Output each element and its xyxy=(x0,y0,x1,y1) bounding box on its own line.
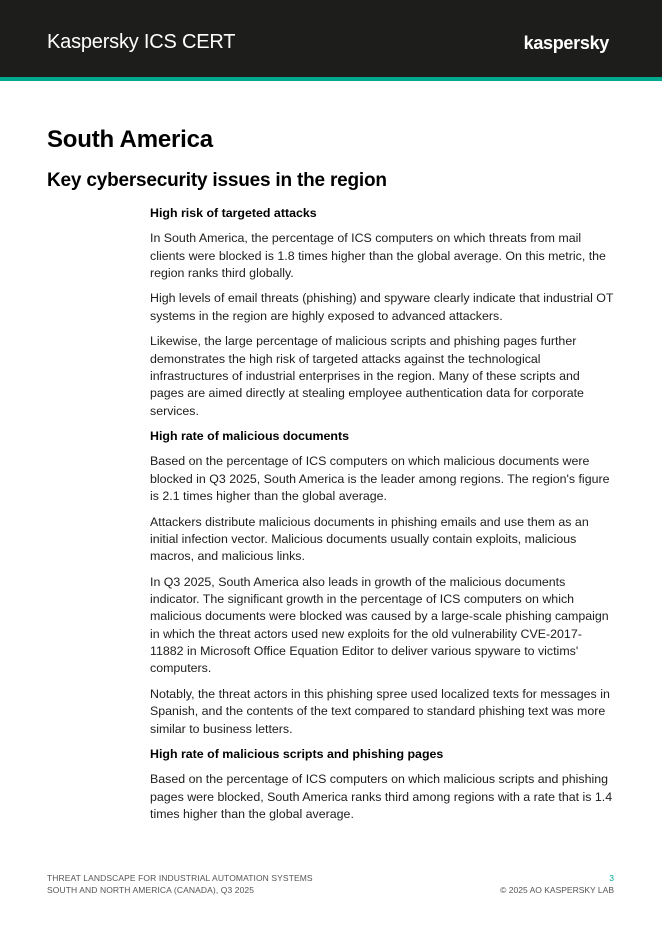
section-heading: High risk of targeted attacks xyxy=(150,206,317,220)
section-heading: High rate of malicious scripts and phishing pages xyxy=(150,747,444,762)
section-paragraph: Attackers distribute malicious documents in phishing emails and use them as an initial infection vector. Malicious documents usually contain exploits, malicious macros, and malicious links. xyxy=(150,514,589,564)
section-paragraph: In South America, the percentage of ICS computers on which threats from mail clients were blocked is 1.8 times higher than the global average. On this metric, the region ranks third globally. xyxy=(150,231,606,280)
page-header xyxy=(0,0,662,81)
section-paragraph: Based on the percentage of ICS computers on which malicious documents were blocked in Q3 2025, South America is the leader among regions. The region's figure is 2.1 times higher than the global average. xyxy=(150,454,610,504)
kaspersky-logo: kaspersky xyxy=(523,33,609,53)
footer-document-title xyxy=(47,872,313,896)
footer-meta xyxy=(500,872,614,896)
footer-line-1: THREAT LANDSCAPE FOR INDUSTRIAL AUTOMATION SYSTEMS xyxy=(47,873,313,883)
section-paragraph: Based on the percentage of ICS computers on which malicious scripts and phishing pages were blocked, South America ranks third among regions with a rate that is 1.4 times higher than the global average. xyxy=(150,772,613,821)
section-paragraph: In Q3 2025, South America also leads in growth of the malicious documents indicator. The significant growth in the percentage of ICS computers on which malicious documents were blocked was caused by a large-scale phishing campaign in which the threat actors used new exploits for the old vulnerability CVE-2017-11882 in Microsoft Office Equation Editor to deliver various spyware to victims' computers. xyxy=(150,574,609,676)
section-paragraph: High levels of email threats (phishing) and spyware clearly indicate that industrial OT systems in the region are highly exposed to advanced attackers. xyxy=(150,291,614,323)
section-paragraph: Likewise, the large percentage of malicious scripts and phishing pages further demonstrates the high risk of targeted attacks against the technological infrastructures of industrial enterprises in the region. Many of these scripts and pages are aimed directly at stealing employee authentication data for corporate services. xyxy=(150,334,584,418)
copyright: © 2025 AO KASPERSKY LAB xyxy=(500,885,614,895)
section-heading: High rate of malicious documents xyxy=(150,429,349,444)
header-title: Kaspersky ICS CERT xyxy=(47,31,236,53)
main-content xyxy=(150,205,615,832)
page-number: 3 xyxy=(609,873,614,883)
footer-line-2: SOUTH AND NORTH AMERICA (CANADA), Q3 2025 xyxy=(47,885,255,895)
section-paragraph: Notably, the threat actors in this phishing spree used localized texts for messages in Spanish, and the contents of the text compared to standard phishing text was more similar to business letters. xyxy=(150,686,610,736)
page-title: South America xyxy=(47,126,213,153)
page-subtitle: Key cybersecurity issues in the region xyxy=(47,170,387,191)
